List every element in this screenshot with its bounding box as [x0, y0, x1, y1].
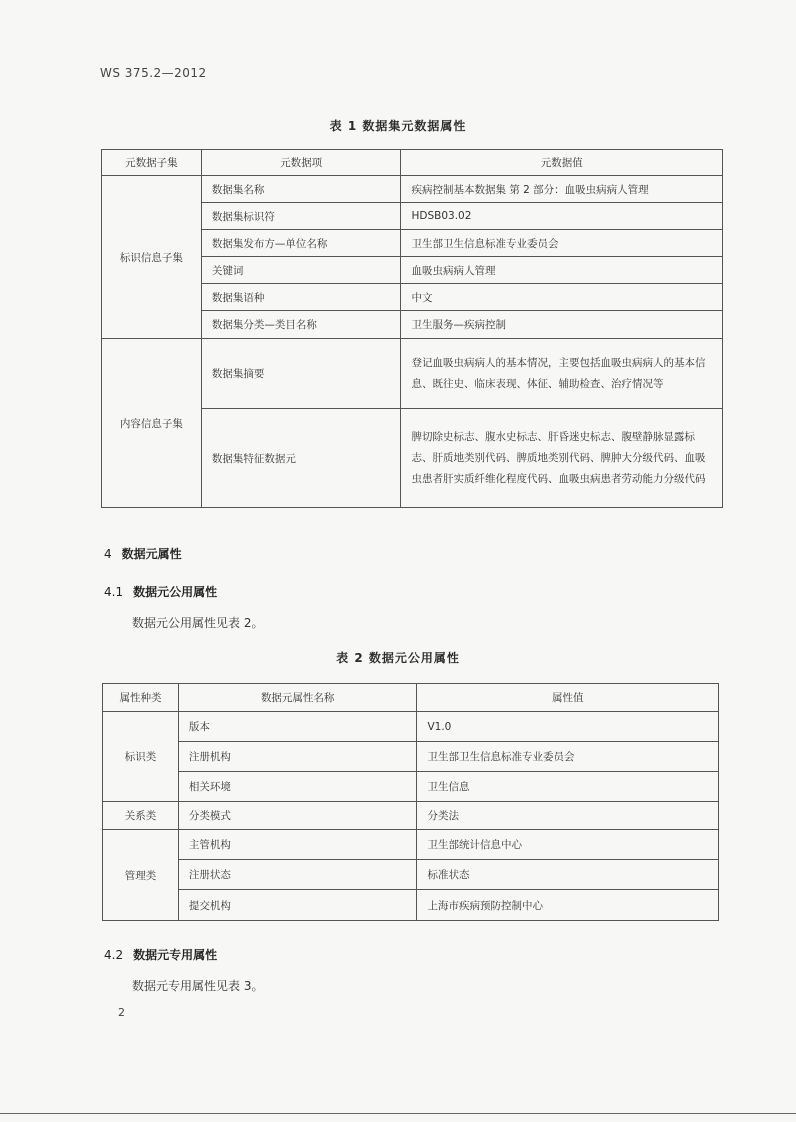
section-title: 数据元公用属性 [133, 585, 218, 599]
table-cell: 注册机构 [178, 742, 417, 772]
table-cell: 数据集分类—类目名称 [201, 311, 401, 339]
table-cell: 登记血吸虫病病人的基本情况，主要包括血吸虫病病人的基本信息、既往史、临床表现、体征、辅助检查、治疗情况等 [401, 339, 723, 409]
table-cell: 分类法 [417, 802, 719, 830]
table1-header-subset: 元数据子集 [102, 150, 202, 176]
table-cell: 卫生部统计信息中心 [417, 830, 719, 860]
section-4-1-text: 数据元公用属性见表 2。 [132, 616, 264, 630]
table1-caption: 表 1 数据集元数据属性 [329, 119, 467, 133]
table-cell: 数据集特征数据元 [201, 409, 401, 508]
table-cell: 卫生部卫生信息标准专业委员会 [401, 230, 723, 257]
table2-header-category: 属性种类 [103, 684, 179, 712]
table-cell: 血吸虫病病人管理 [401, 257, 723, 284]
table-cell: 数据集摘要 [201, 339, 401, 409]
table-cell: 关键词 [201, 257, 401, 284]
table-cell: HDSB03.02 [401, 203, 723, 230]
page-number: 2 [118, 1006, 125, 1019]
table-cell: 脾切除史标志、腹水史标志、肝昏迷史标志、腹壁静脉显露标志、肝质地类别代码、脾质地类别代码、脾肿大分级代码、血吸虫患者肝实质纤维化程度代码、血吸虫病患者劳动能力分级代码 [401, 409, 723, 508]
table-cell: 数据集标识符 [201, 203, 401, 230]
table1-group2-label: 内容信息子集 [102, 339, 202, 508]
table1-header-item: 元数据项 [201, 150, 401, 176]
section-4-2-heading [104, 946, 217, 963]
section-number: 4 [104, 547, 112, 561]
document-id: WS 375.2—2012 [100, 66, 207, 80]
table-cell: 数据集名称 [201, 176, 401, 203]
table2-group-label: 标识类 [103, 712, 179, 802]
table-cell: 注册状态 [178, 860, 417, 890]
table-cell: 分类模式 [178, 802, 417, 830]
section-4-2-text: 数据元专用属性见表 3。 [132, 979, 264, 993]
table-cell: 相关环境 [178, 772, 417, 802]
table2 [102, 683, 719, 921]
table-cell: 卫生信息 [417, 772, 719, 802]
table-cell: 数据集发布方—单位名称 [201, 230, 401, 257]
table-cell: 疾病控制基本数据集 第 2 部分：血吸虫病病人管理 [401, 176, 723, 203]
table-cell: 主管机构 [178, 830, 417, 860]
table-cell: 中文 [401, 284, 723, 311]
section-4-heading [104, 545, 182, 562]
table-cell: V1.0 [417, 712, 719, 742]
table2-caption: 表 2 数据元公用属性 [336, 651, 460, 665]
table1-group1-label: 标识信息子集 [102, 176, 202, 339]
table-cell: 卫生服务—疾病控制 [401, 311, 723, 339]
section-4-1-heading [104, 583, 217, 600]
table2-header-value: 属性值 [417, 684, 719, 712]
section-title: 数据元属性 [121, 547, 182, 561]
section-number: 4.2 [104, 948, 124, 962]
table-cell: 上海市疾病预防控制中心 [417, 890, 719, 921]
table1 [101, 149, 723, 508]
table-cell: 卫生部卫生信息标准专业委员会 [417, 742, 719, 772]
table2-group-label: 管理类 [103, 830, 179, 921]
table1-header-value: 元数据值 [401, 150, 723, 176]
section-title: 数据元专用属性 [133, 948, 218, 962]
table2-group-label: 关系类 [103, 802, 179, 830]
bottom-divider [0, 1113, 796, 1114]
table-cell: 数据集语种 [201, 284, 401, 311]
table-cell: 标准状态 [417, 860, 719, 890]
table-cell: 提交机构 [178, 890, 417, 921]
section-number: 4.1 [104, 585, 124, 599]
table2-header-name: 数据元属性名称 [178, 684, 417, 712]
table-cell: 版本 [178, 712, 417, 742]
